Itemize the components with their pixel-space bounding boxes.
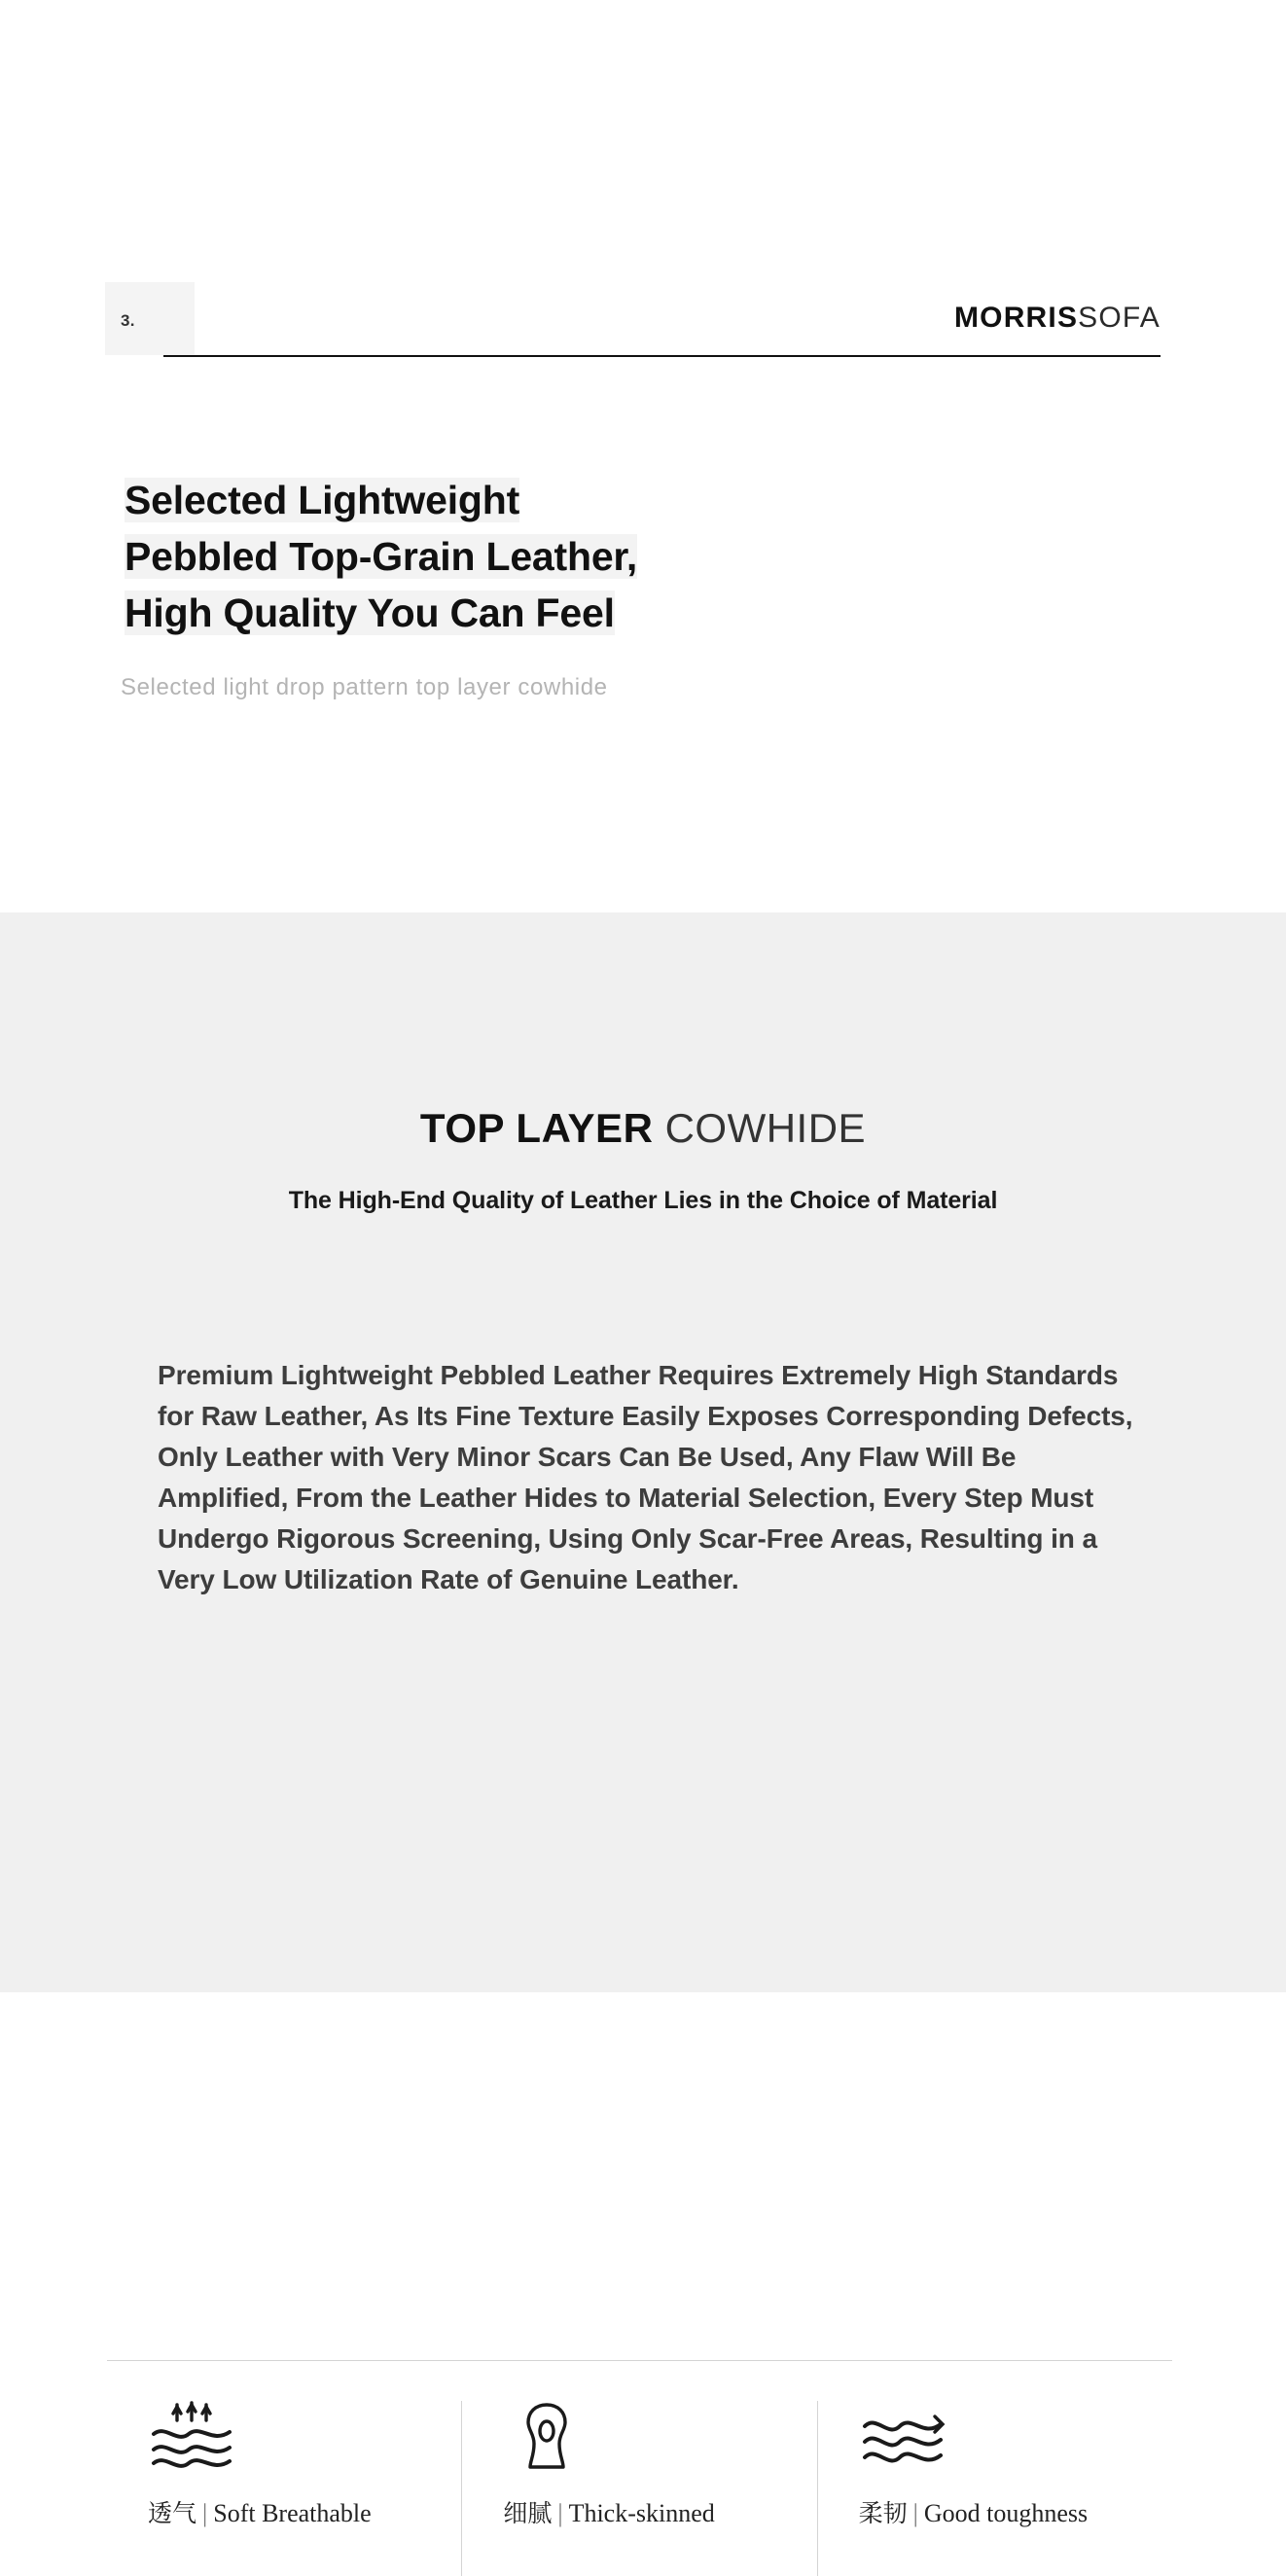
step-number: 3. (121, 311, 135, 330)
toughness-waves-icon (859, 2401, 947, 2473)
feature-label-separator: | (912, 2499, 918, 2527)
brand-logo (954, 302, 1161, 335)
feature-label-cn: 透气 (148, 2499, 197, 2527)
feature-label-cn: 细腻 (503, 2499, 553, 2527)
step-number-badge (105, 282, 195, 355)
feature-label-separator: | (557, 2499, 563, 2527)
brand-logo-bold: MORRIS (953, 302, 1079, 334)
feature-list (107, 2401, 1172, 2576)
feature-label-breathable (148, 2494, 372, 2529)
feature-label-en: Thick-skinned (568, 2499, 715, 2527)
panel-body-text: Premium Lightweight Pebbled Leather Requires Extremely High Standards for Raw Leather, As Its Fine Texture Easily Exposes Corresponding Defects, Only Leather with Very Minor Scars Can Be Used, Any Flaw Will Be Amplified, From the Leather Hides to Material Selection, Every Step Must Undergo Rigorous Screening, Using Only Scar-Free Areas, Resulting in a Very Low Utilization Rate of Genuine Leather. (158, 1360, 1133, 1594)
feature-item-breathable (107, 2401, 461, 2576)
hero-section (0, 0, 1286, 912)
feature-label-en: Soft Breathable (213, 2499, 372, 2527)
brand-logo-light: SOFA (1078, 302, 1161, 334)
breathable-waves-icon (148, 2401, 235, 2473)
feature-label-thickskinned (503, 2494, 714, 2529)
feature-item-toughness (817, 2401, 1172, 2576)
page-subtitle: Selected light drop pattern top layer cowhide (121, 674, 608, 700)
page-title-line-1: Selected Lightweight (125, 478, 520, 522)
feature-label-en: Good toughness (923, 2499, 1089, 2527)
feature-label-cn: 柔韧 (858, 2499, 908, 2527)
page-title-line-2: Pebbled Top-Grain Leather, (125, 534, 638, 579)
panel-title (0, 1105, 1286, 1152)
page-title (125, 472, 825, 641)
header-rule (163, 355, 1161, 357)
brand-header (105, 282, 1161, 360)
feature-label-toughness (859, 2494, 1089, 2529)
section-divider (107, 2360, 1172, 2361)
page-title-line-3: High Quality You Can Feel (125, 590, 615, 635)
feature-label-separator: | (202, 2499, 208, 2527)
panel-title-bold: TOP LAYER (419, 1105, 654, 1151)
feature-item-thickskinned (461, 2401, 816, 2576)
material-panel (0, 912, 1286, 2527)
leather-hide-icon (503, 2401, 590, 2473)
panel-title-light: COWHIDE (664, 1105, 867, 1151)
panel-subtitle: The High-End Quality of Leather Lies in the Choice of Material (288, 1187, 998, 1214)
